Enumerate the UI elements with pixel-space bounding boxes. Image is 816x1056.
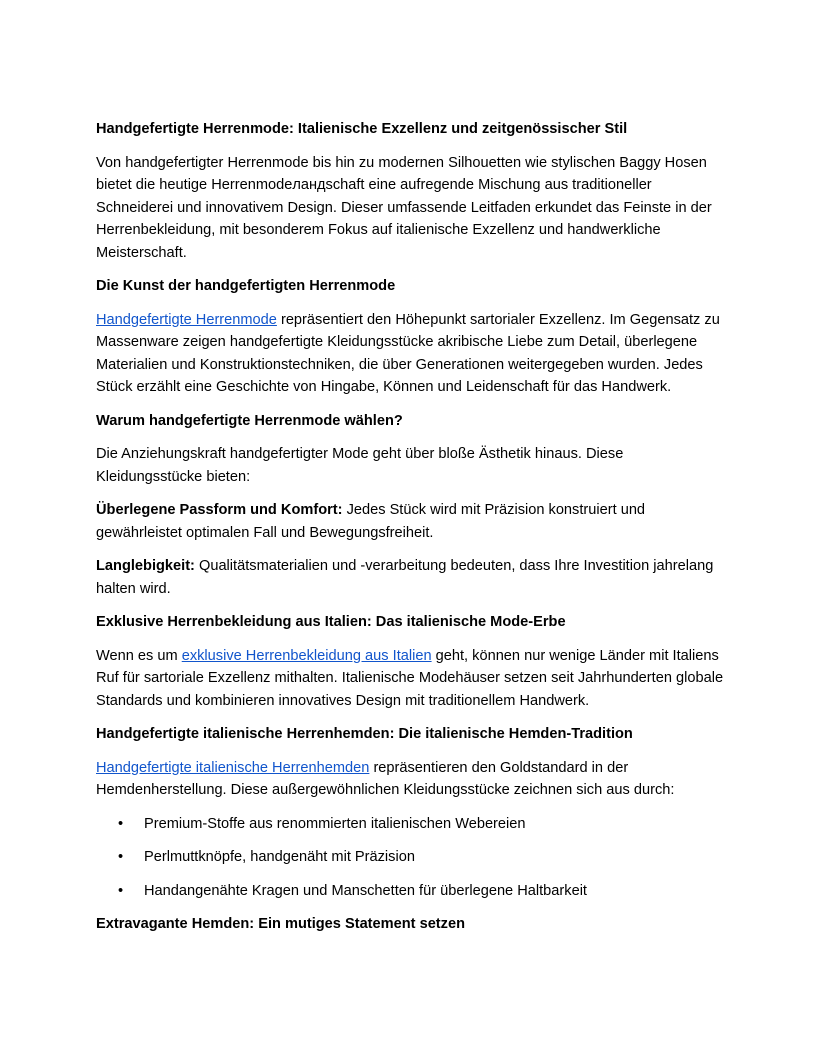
italy-paragraph-lead: Wenn es um <box>96 647 182 664</box>
shirt-features-list <box>96 813 726 903</box>
list-item-text: Premium-Stoffe aus renommierten italienischen Webereien <box>144 815 526 832</box>
link-italienische-herrenhemden[interactable]: Handgefertigte italienische Herrenhemden <box>96 759 370 776</box>
list-item-text: Handangenähte Kragen und Manschetten für überlegene Haltbarkeit <box>144 882 587 899</box>
bullet-icon: • <box>118 882 124 899</box>
point-fit-comfort <box>96 499 726 544</box>
bullet-icon: • <box>118 815 124 832</box>
link-handgefertigte-herrenmode[interactable]: Handgefertigte Herrenmode <box>96 311 277 328</box>
list-item <box>96 813 726 836</box>
point-durability <box>96 555 726 600</box>
craft-paragraph-text: repräsentiert den Höhepunkt sartorialer Exzellenz. Im Gegensatz zu Massenware zeigen handgefertigte Kleidungsstücke akribische Liebe zum Detail, überlegene Materialien und Konstruktionstechniken, die über Generationen weitergegeben wurden. Jedes Stück erzählt eine Geschichte von Hingabe, Können und Leidenschaft für das Handwerk. <box>96 311 720 395</box>
craft-paragraph <box>96 309 726 399</box>
shirts-paragraph-text: repräsentieren den Goldstandard in der Hemdenherstellung. Diese außergewöhnlichen Kleidungsstücke zeichnen sich aus durch: <box>96 759 675 798</box>
document-page <box>96 118 726 936</box>
point-durability-label: Langlebigkeit: <box>96 558 195 574</box>
list-item <box>96 880 726 903</box>
list-item <box>96 846 726 869</box>
intro-paragraph: Von handgefertigter Herrenmode bis hin zu modernen Silhouetten wie stylischen Baggy Hosen bietet die heutige Herrenmodeландschaft eine aufregende Mischung aus traditioneller Schneiderei und innovativem Design. Dieser umfassende Leitfaden erkundet das Feinste in der Herrenbekleidung, mit besonderem Fokus auf italienische Exzellenz und handwerkliche Meisterschaft. <box>96 154 712 261</box>
section-heading-why: Warum handgefertigte Herrenmode wählen? <box>96 412 403 429</box>
bullet-icon: • <box>118 849 124 865</box>
italy-paragraph-text: geht, können nur wenige Länder mit Italiens Ruf für sartoriale Exzellenz mithalten. Italienische Modehäuser setzen seit Jahrhunderten globale Standards und kombinieren innovatives Design mit traditionellem Handwerk. <box>96 647 724 709</box>
point-durability-text: Qualitätsmaterialien und -verarbeitung bedeuten, dass Ihre Investition jahrelang halten wird. <box>96 558 714 597</box>
italy-paragraph <box>96 645 726 713</box>
list-item-text: Perlmuttknöpfe, handgenäht mit Präzision <box>144 849 415 865</box>
link-exklusive-herrenbekleidung[interactable]: exklusive Herrenbekleidung aus Italien <box>181 647 432 664</box>
why-paragraph: Die Anziehungskraft handgefertigter Mode geht über bloße Ästhetik hinaus. Diese Kleidungsstücke bieten: <box>96 446 624 485</box>
shirts-paragraph <box>96 757 726 802</box>
section-heading-extravagant: Extravagante Hemden: Ein mutiges Statement setzen <box>96 916 465 932</box>
point-fit-comfort-label: Überlegene Passform und Komfort: <box>96 502 343 518</box>
point-fit-comfort-text: Jedes Stück wird mit Präzision konstruiert und gewährleistet optimalen Fall und Bewegungsfreiheit. <box>96 502 646 541</box>
document-title: Handgefertigte Herrenmode: Italienische Exzellenz und zeitgenössischer Stil <box>96 121 628 137</box>
section-heading-shirts: Handgefertigte italienische Herrenhemden: Die italienische Hemden-Tradition <box>96 726 633 742</box>
section-heading-italy: Exklusive Herrenbekleidung aus Italien: Das italienische Mode-Erbe <box>96 614 566 630</box>
section-heading-craft: Die Kunst der handgefertigten Herrenmode <box>96 278 396 294</box>
